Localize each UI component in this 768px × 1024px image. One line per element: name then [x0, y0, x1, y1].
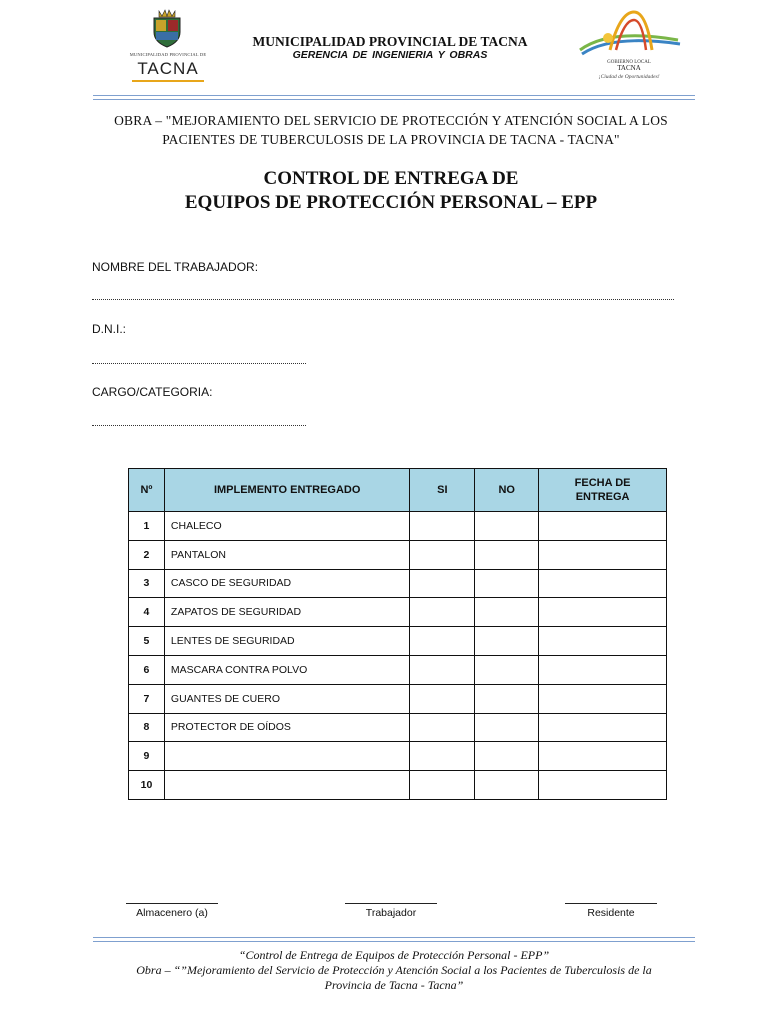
table-header-row — [129, 469, 667, 512]
header-fecha-line-1: FECHA DE — [574, 477, 631, 489]
logo-small-caption: MUNICIPALIDAD PROVINCIAL DE — [129, 52, 207, 57]
row-item: CHALECO — [164, 512, 410, 541]
row-number: 9 — [129, 742, 165, 771]
row-number: 2 — [129, 540, 165, 569]
row-no-cell[interactable] — [475, 713, 539, 742]
nombre-label: NOMBRE DEL TRABAJADOR: — [92, 260, 259, 274]
footer-line-2: Obra – “”Mejoramiento del Servicio de Protección y Atención Social a los Pacientes de Tuberculosis de la — [136, 963, 652, 977]
header-no: NO — [475, 469, 539, 512]
row-si-cell[interactable] — [410, 569, 475, 598]
logo-underline — [132, 80, 204, 82]
rainbow-arch-icon — [570, 10, 688, 86]
row-number: 8 — [129, 713, 165, 742]
nombre-line[interactable] — [92, 298, 674, 300]
row-si-cell[interactable] — [410, 713, 475, 742]
header-item: IMPLEMENTO ENTREGADO — [164, 469, 410, 512]
table-row — [129, 655, 667, 684]
row-number: 1 — [129, 512, 165, 541]
row-item[interactable] — [164, 771, 410, 800]
cargo-label: CARGO/CATEGORIA: — [92, 385, 213, 399]
row-number: 3 — [129, 569, 165, 598]
header-si: SI — [410, 469, 475, 512]
row-si-cell[interactable] — [410, 655, 475, 684]
obra-description — [96, 111, 686, 149]
gobierno-local-logo — [570, 10, 688, 86]
logo-big-caption: TACNA — [137, 59, 199, 78]
row-si-cell[interactable] — [410, 598, 475, 627]
header-num: Nº — [129, 469, 165, 512]
organization-title: MUNICIPALIDAD PROVINCIAL DE TACNA — [252, 34, 528, 49]
row-fecha-cell[interactable] — [539, 713, 667, 742]
row-no-cell[interactable] — [475, 684, 539, 713]
table-row — [129, 771, 667, 800]
dni-label: D.N.I.: — [92, 322, 127, 336]
table-row — [129, 684, 667, 713]
title-line-2: EQUIPOS DE PROTECCIÓN PERSONAL – EPP — [184, 192, 598, 213]
row-number: 5 — [129, 627, 165, 656]
dni-line[interactable] — [92, 362, 306, 364]
epp-table — [128, 468, 667, 800]
row-item: MASCARA CONTRA POLVO — [164, 655, 410, 684]
residente-signature-line[interactable] — [565, 903, 657, 904]
row-item: PANTALON — [164, 540, 410, 569]
row-no-cell[interactable] — [475, 540, 539, 569]
row-item: CASCO DE SEGURIDAD — [164, 569, 410, 598]
header-divider — [93, 95, 695, 100]
footer-divider — [93, 937, 695, 942]
document-footer — [96, 948, 692, 993]
row-fecha-cell[interactable] — [539, 569, 667, 598]
row-no-cell[interactable] — [475, 512, 539, 541]
footer-line-1: “Control de Entrega de Equipos de Protección Personal - EPP” — [238, 948, 550, 962]
row-si-cell[interactable] — [410, 540, 475, 569]
header-fecha-line-2: ENTREGA — [575, 491, 630, 503]
row-fecha-cell[interactable] — [539, 540, 667, 569]
row-item: PROTECTOR DE OÍDOS — [164, 713, 410, 742]
cargo-line[interactable] — [92, 424, 306, 426]
row-no-cell[interactable] — [475, 569, 539, 598]
almacenero-signature-line[interactable] — [126, 903, 218, 904]
title-line-1: CONTROL DE ENTREGA DE — [263, 168, 519, 189]
row-si-cell[interactable] — [410, 771, 475, 800]
coat-of-arms-icon — [150, 8, 184, 48]
right-logo-slogan: ¡Ciudad de Oportunidades! — [598, 74, 660, 80]
row-fecha-cell[interactable] — [539, 742, 667, 771]
row-number: 10 — [129, 771, 165, 800]
table-row — [129, 598, 667, 627]
row-item[interactable] — [164, 742, 410, 771]
row-si-cell[interactable] — [410, 512, 475, 541]
row-no-cell[interactable] — [475, 742, 539, 771]
header-fecha — [539, 469, 667, 512]
obra-line-1: OBRA – "MEJORAMIENTO DEL SERVICIO DE PROTECCIÓN Y ATENCIÓN SOCIAL A LOS — [114, 113, 668, 128]
document-header — [0, 0, 768, 100]
almacenero-label: Almacenero (a) — [136, 907, 208, 919]
trabajador-signature-line[interactable] — [345, 903, 437, 904]
row-fecha-cell[interactable] — [539, 655, 667, 684]
right-logo-line2: TACNA — [617, 64, 641, 72]
table-row — [129, 627, 667, 656]
row-fecha-cell[interactable] — [539, 512, 667, 541]
footer-line-3: Provincia de Tacna - Tacna” — [324, 978, 464, 992]
obra-line-2: PACIENTES DE TUBERCULOSIS DE LA PROVINCIA DE TACNA - TACNA" — [162, 132, 620, 147]
table-row — [129, 512, 667, 541]
table-row — [129, 569, 667, 598]
document-title — [96, 167, 686, 215]
row-item: GUANTES DE CUERO — [164, 684, 410, 713]
table-row — [129, 540, 667, 569]
row-no-cell[interactable] — [475, 655, 539, 684]
organization-subtitle: GERENCIA DE INGENIERIA Y OBRAS — [292, 49, 488, 61]
row-number: 4 — [129, 598, 165, 627]
row-no-cell[interactable] — [475, 627, 539, 656]
row-fecha-cell[interactable] — [539, 598, 667, 627]
row-si-cell[interactable] — [410, 684, 475, 713]
table-row — [129, 713, 667, 742]
row-si-cell[interactable] — [410, 742, 475, 771]
row-no-cell[interactable] — [475, 598, 539, 627]
row-fecha-cell[interactable] — [539, 627, 667, 656]
row-no-cell[interactable] — [475, 771, 539, 800]
row-number: 6 — [129, 655, 165, 684]
row-item: LENTES DE SEGURIDAD — [164, 627, 410, 656]
residente-label: Residente — [587, 907, 635, 919]
row-item: ZAPATOS DE SEGURIDAD — [164, 598, 410, 627]
row-fecha-cell[interactable] — [539, 771, 667, 800]
row-number: 7 — [129, 684, 165, 713]
right-logo-line1: GOBIERNO LOCAL — [607, 60, 651, 65]
table-row — [129, 742, 667, 771]
row-si-cell[interactable] — [410, 627, 475, 656]
row-fecha-cell[interactable] — [539, 684, 667, 713]
trabajador-label: Trabajador — [365, 907, 417, 919]
